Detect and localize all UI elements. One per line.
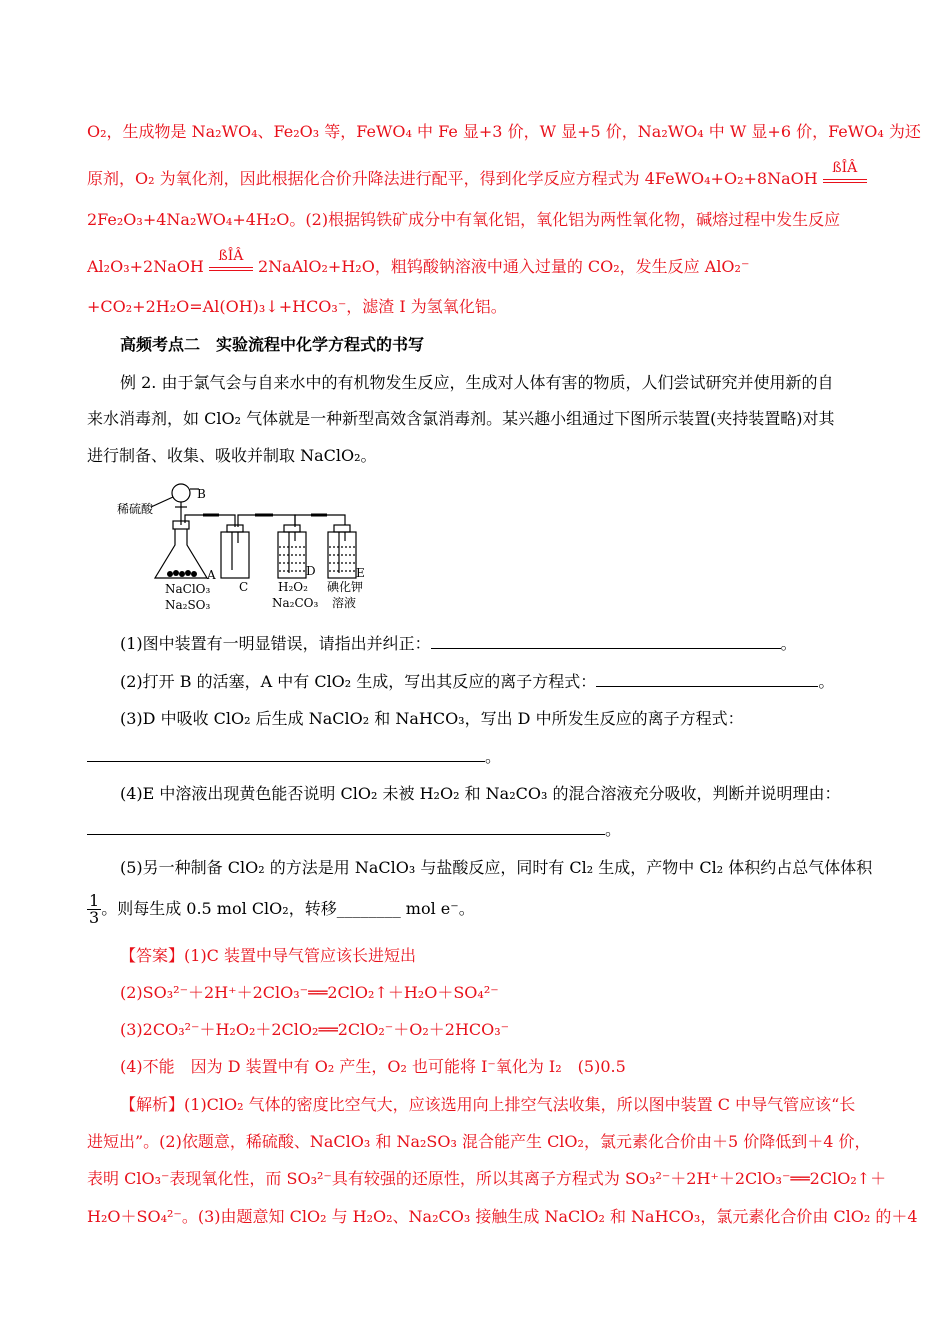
example-line-1: 例 2. 由于氯气会与自来水中的有机物发生反应，生成对人体有害的物质，人们尝试研究并使用新的自 <box>120 373 834 392</box>
question-2 <box>120 671 834 693</box>
answer-tag: 【答案】 <box>120 946 185 965</box>
analysis-line-2: 进短出”。(2)依题意，稀硫酸、NaClO₃ 和 Na₂SO₃ 混合能产生 ClO₂，氯元素化合价由＋5 价降低到＋4 价， <box>87 1132 871 1151</box>
answer-4: (4)不能 因为 D 装置中有 O₂ 产生，O₂ 也可能将 I⁻氧化为 I₂ (5)0.5 <box>120 1057 626 1076</box>
question-5-cont <box>87 893 475 926</box>
heating-condition-label: ßÎÂ <box>832 159 858 176</box>
label-c: C <box>239 580 249 594</box>
label-a: A <box>207 568 216 582</box>
label-e-reagent-2: 溶液 <box>332 596 357 610</box>
heating-condition-sign-2 <box>209 247 253 279</box>
answer-3: (3)2CO₃²⁻＋H₂O₂＋2ClO₂══2ClO₂⁻＋O₂＋2HCO₃⁻ <box>120 1020 510 1039</box>
question-4-end: 。 <box>605 820 622 839</box>
solution-line-4-reactants: Al₂O₃+2NaOH <box>87 257 204 276</box>
example-line-2: 来水消毒剂，如 ClO₂ 气体就是一种新型高效含氯消毒剂。某兴趣小组通过下图所示装置(夹持装置略)对其 <box>87 409 835 428</box>
question-2-text: (2)打开 B 的活塞，A 中有 ClO₂ 生成，写出其反应的离子方程式： <box>120 672 597 691</box>
section-title: 高频考点二 实验流程中化学方程式的书写 <box>120 335 425 354</box>
solution-line-2-text: 原剂，O₂ 为氧化剂，因此根据化合价升降法进行配平，得到化学反应方程式为 4FeWO₄+O₂+8NaOH <box>87 169 818 188</box>
solution-line-2 <box>87 159 867 191</box>
analysis-line-4: H₂O＋SO₄²⁻。(3)由题意知 ClO₂ 与 H₂O₂、Na₂CO₃ 接触生成 NaClO₂ 和 NaHCO₃，氯元素化合价由 ClO₂ 的＋4 <box>87 1207 918 1226</box>
answer-2: (2)SO₃²⁻＋2H⁺＋2ClO₃⁻══2ClO₂↑＋H₂O＋SO₄²⁻ <box>120 983 499 1002</box>
fraction-denominator: 3 <box>89 908 100 927</box>
label-d-reagent-1: H₂O₂ <box>278 580 308 594</box>
answer-blank-4[interactable] <box>87 820 605 835</box>
question-1-text: (1)图中装置有一明显错误，请指出并纠正： <box>120 634 431 653</box>
solution-line-4-products: 2NaAlO₂+H₂O，粗钨酸钠溶液中通入过量的 CO₂，发生反应 AlO₂⁻ <box>258 257 750 276</box>
question-5-tail: 。则每生成 0.5 mol ClO₂，转移________ mol e⁻。 <box>101 899 475 918</box>
answer-line-1 <box>120 945 416 967</box>
label-d: D <box>306 564 316 578</box>
analysis-tag: 【解析】 <box>120 1095 185 1114</box>
question-4-blank-line <box>87 819 621 841</box>
example-line-3: 进行制备、收集、吸收并制取 NaClO₂。 <box>87 446 377 465</box>
solution-line-1: O₂，生成物是 Na₂WO₄、Fe₂O₃ 等，FeWO₄ 中 Fe 显+3 价，W 显+5 价，Na₂WO₄ 中 W 显+6 价，FeWO₄ 为还 <box>87 122 921 141</box>
label-dilute-sulfuric-acid: 稀硫酸 <box>117 502 154 516</box>
solution-line-5: +CO₂+2H₂O=Al(OH)₃↓+HCO₃⁻，滤渣 I 为氢氧化铝。 <box>87 297 507 316</box>
label-d-reagent-2: Na₂CO₃ <box>272 596 319 610</box>
heating-condition-label-2: ßÎÂ <box>218 247 244 264</box>
label-e-reagent-1: 碘化钾 <box>327 580 364 594</box>
fraction-one-third <box>87 893 101 926</box>
answer-blank-2[interactable] <box>596 672 818 687</box>
analysis-text-1: (1)ClO₂ 气体的密度比空气大，应该选用向上排空气法收集，所以图中装置 C 中导气管应该“长 <box>184 1095 856 1114</box>
question-1 <box>120 633 797 655</box>
label-b: B <box>197 487 206 501</box>
question-3-blank-line <box>87 746 501 768</box>
question-2-end: 。 <box>818 672 835 691</box>
answer-blank-1[interactable] <box>431 634 781 649</box>
question-1-end: 。 <box>780 634 797 653</box>
apparatus-diagram <box>115 475 375 620</box>
question-3: (3)D 中吸收 ClO₂ 后生成 NaClO₂ 和 NaHCO₃，写出 D 中所发生反应的离子方程式： <box>120 709 744 728</box>
label-a-reagent-2: Na₂SO₃ <box>165 598 211 612</box>
analysis-line-1 <box>120 1094 855 1116</box>
question-4: (4)E 中溶液出现黄色能否说明 ClO₂ 未被 H₂O₂ 和 Na₂CO₃ 的混合溶液充分吸收，判断并说明理由： <box>120 784 841 803</box>
label-e: E <box>356 566 365 580</box>
answer-1: (1)C 装置中导气管应该长进短出 <box>184 946 417 965</box>
analysis-line-3: 表明 ClO₃⁻表现氧化性，而 SO₃²⁻具有较强的还原性，所以其离子方程式为 SO₃²⁻＋2H⁺＋2ClO₃⁻══2ClO₂↑＋ <box>87 1169 887 1188</box>
answer-blank-3[interactable] <box>87 747 485 762</box>
label-a-reagent-1: NaClO₃ <box>165 582 211 596</box>
solution-line-4 <box>87 247 750 279</box>
heating-condition-sign <box>823 159 867 191</box>
question-3-end: 。 <box>485 747 502 766</box>
fraction-numerator: 1 <box>89 891 100 910</box>
solution-line-3: 2Fe₂O₃+4Na₂WO₄+4H₂O。(2)根据钨铁矿成分中有氧化铝，氧化铝为两性氧化物，碱熔过程中发生反应 <box>87 210 841 229</box>
question-5: (5)另一种制备 ClO₂ 的方法是用 NaClO₃ 与盐酸反应，同时有 Cl₂ 生成，产物中 Cl₂ 体积约占总气体体积 <box>120 858 873 877</box>
